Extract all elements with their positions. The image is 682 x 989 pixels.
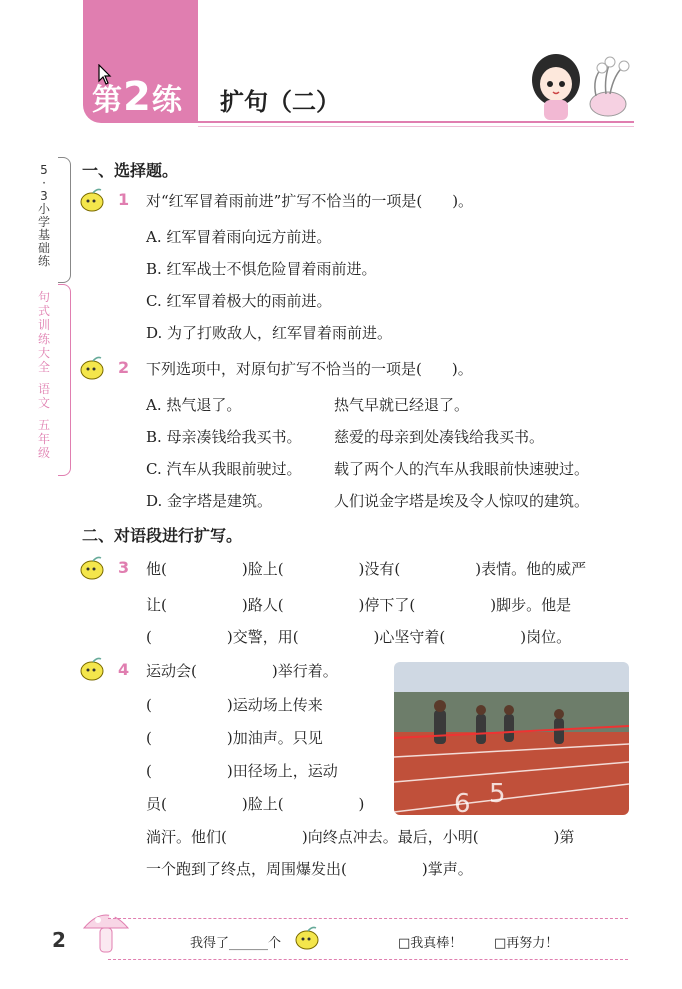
question-number: 1	[118, 190, 130, 209]
q1-option-a: A. 红军冒着雨向远方前进。	[146, 228, 332, 246]
great-checkbox[interactable]: □我真棒！	[398, 936, 463, 951]
q4-line: 淌汗。他们( )向终点冲去。最后，小明( )第	[146, 828, 575, 846]
q1-option-c: C. 红军冒着极大的雨前进。	[146, 292, 332, 310]
q1-option-d: D. 为了打败敌人，红军冒着雨前进。	[146, 324, 393, 342]
q2-option-d-expanded: 人们说金字塔是埃及令人惊叹的建筑。	[334, 492, 590, 510]
header-divider-thin	[198, 126, 634, 127]
q3-line: 让( )路人( )停下了( )脚步。他是	[146, 596, 572, 614]
score-text: 我得了______个	[190, 936, 282, 951]
q3-line: 他( )脸上( )没有( )表情。他的威严	[146, 560, 587, 578]
q2-option-a-expanded: 热气早就已经退了。	[334, 396, 470, 414]
q4-line: ( )加油声。只见	[146, 729, 323, 747]
q3-line: ( )交警，用( )心坚守着( )岗位。	[146, 628, 572, 646]
q4-line: ( )运动场上传来	[146, 696, 323, 714]
q2-option-a: A. 热气退了。	[146, 396, 242, 414]
book-label: 句 式 训 练 大 全 语 文 五 年 级	[37, 290, 50, 460]
lesson-label: 第2练	[92, 74, 183, 120]
question-number: 3	[118, 558, 130, 577]
cartoon-girl-icon	[518, 38, 634, 126]
bug-icon	[79, 356, 105, 380]
page-number: 2	[52, 928, 66, 952]
bug-icon	[79, 188, 105, 212]
bug-icon	[79, 556, 105, 580]
q4-line: 员( )脸上( )	[146, 795, 365, 813]
series-label: 5 · 3 小 学 基 础 练	[37, 163, 50, 268]
q2-option-b: B. 母亲凑钱给我买书。	[146, 428, 302, 446]
mouse-cursor-icon	[98, 64, 112, 86]
q2-option-b-expanded: 慈爱的母亲到处凑钱给我买书。	[334, 428, 545, 446]
question-2-stem: 下列选项中，对原句扩写不恰当的一项是( )。	[146, 360, 473, 378]
question-1-stem: 对“红军冒着雨前进”扩写不恰当的一项是( )。	[146, 192, 474, 210]
svg-text:5: 5	[489, 779, 506, 809]
question-1	[118, 190, 129, 209]
question-number: 4	[118, 660, 130, 679]
q2-option-c: C. 汽车从我眼前驶过。	[146, 460, 302, 478]
q2-option-c-expanded: 载了两个人的汽车从我眼前快速驶过。	[334, 460, 590, 478]
section-choice-title: 一、选择题。	[82, 161, 179, 180]
try-harder-checkbox[interactable]: □再努力！	[494, 936, 559, 951]
race-photo	[394, 662, 629, 815]
q4-line: ( )田径场上，运动	[146, 762, 338, 780]
page-title: 扩句（二）	[220, 88, 340, 116]
bug-icon	[79, 657, 105, 681]
section-expand-title: 二、对语段进行扩写。	[82, 526, 243, 545]
q1-option-b: B. 红军战士不惧危险冒着雨前进。	[146, 260, 377, 278]
bug-icon	[294, 926, 320, 950]
side-bracket	[58, 157, 71, 283]
side-bracket-pink	[58, 284, 71, 476]
q2-option-d: D. 金字塔是建筑。	[146, 492, 273, 510]
svg-text:6: 6	[454, 789, 471, 815]
question-number: 2	[118, 358, 130, 377]
q4-line: 运动会( )举行着。	[146, 662, 338, 680]
q4-line: 一个跑到了终点，周围爆发出( )掌声。	[146, 860, 473, 878]
